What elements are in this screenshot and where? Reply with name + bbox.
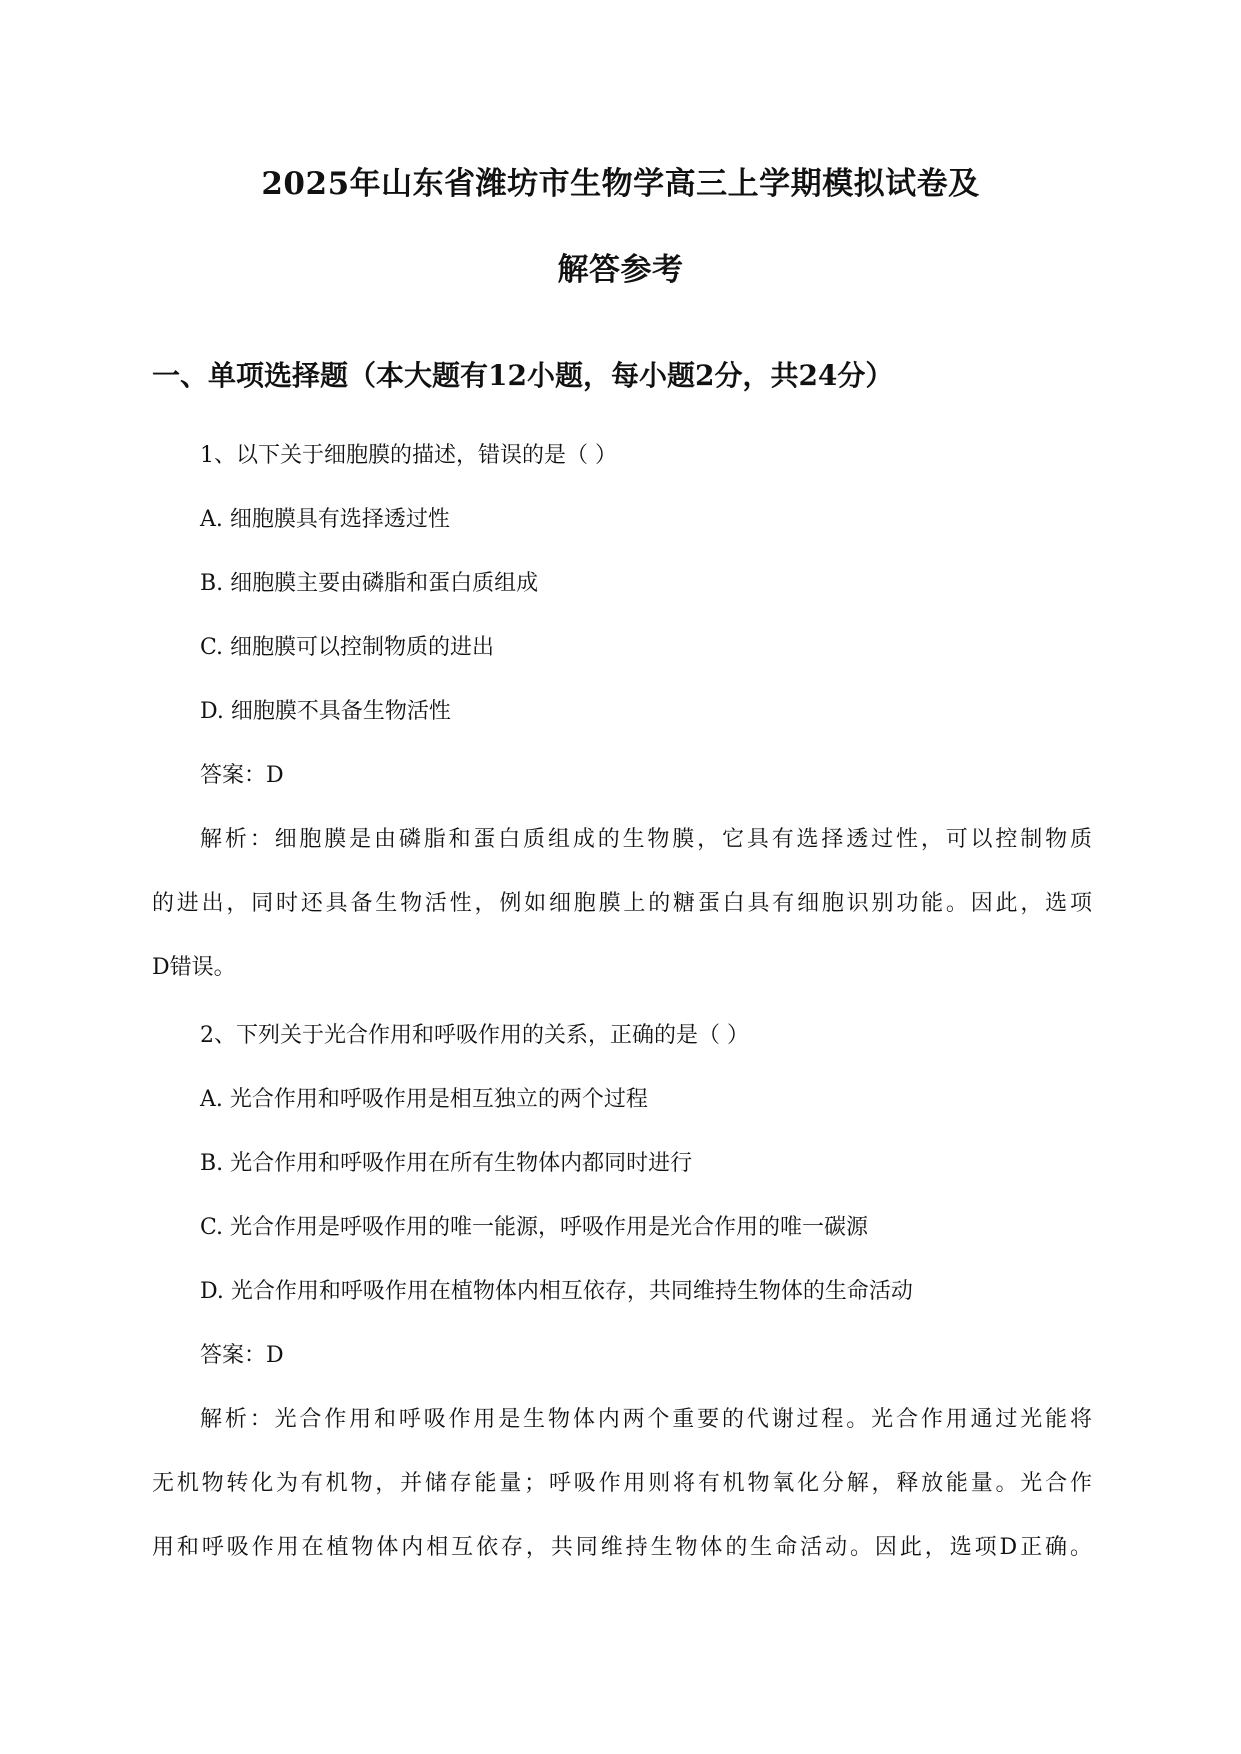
question-1-analysis-line-3: D错误。 xyxy=(152,955,236,980)
question-1-answer: 答案：D xyxy=(200,763,284,788)
question-2-analysis-line-1: 解析：光合作用和呼吸作用是生物体内两个重要的代谢过程。光合作用通过光能将 xyxy=(200,1407,1092,1432)
question-1-stem: 1、以下关于细胞膜的描述，错误的是（ ） xyxy=(200,443,617,468)
question-2-stem: 2、下列关于光合作用和呼吸作用的关系，正确的是（ ） xyxy=(200,1023,749,1048)
question-2-option-b: B. 光合作用和呼吸作用在所有生物体内都同时进行 xyxy=(200,1151,693,1176)
question-1-analysis-line-1: 解析：细胞膜是由磷脂和蛋白质组成的生物膜，它具有选择透过性，可以控制物质 xyxy=(200,827,1092,852)
question-2-option-d: D. 光合作用和呼吸作用在植物体内相互依存，共同维持生物体的生命活动 xyxy=(200,1279,913,1304)
question-1-option-c: C. 细胞膜可以控制物质的进出 xyxy=(200,635,495,660)
question-2-answer: 答案：D xyxy=(200,1343,284,1368)
document-title-line-2: 解答参考 xyxy=(557,252,684,288)
question-2-analysis-line-3: 用和呼吸作用在植物体内相互依存，共同维持生物体的生命活动。因此，选项D正确。 xyxy=(152,1535,1092,1560)
question-1-option-a: A. 细胞膜具有选择透过性 xyxy=(200,507,450,532)
question-2-analysis-line-2: 无机物转化为有机物，并储存能量；呼吸作用则将有机物氧化分解，释放能量。光合作 xyxy=(152,1471,1092,1496)
document-title-line-1: 2025年山东省潍坊市生物学高三上学期模拟试卷及 xyxy=(261,166,980,202)
question-2-option-a: A. 光合作用和呼吸作用是相互独立的两个过程 xyxy=(200,1087,648,1112)
question-1-option-b: B. 细胞膜主要由磷脂和蛋白质组成 xyxy=(200,571,539,596)
section-heading-single-choice: 一、单项选择题（本大题有12小题，每小题2分，共24分） xyxy=(152,359,894,392)
question-2-option-c: C. 光合作用是呼吸作用的唯一能源，呼吸作用是光合作用的唯一碳源 xyxy=(200,1215,869,1240)
question-1-option-d: D. 细胞膜不具备生物活性 xyxy=(200,699,451,724)
question-1-analysis-line-2: 的进出，同时还具备生物活性，例如细胞膜上的糖蛋白具有细胞识别功能。因此，选项 xyxy=(152,891,1092,916)
